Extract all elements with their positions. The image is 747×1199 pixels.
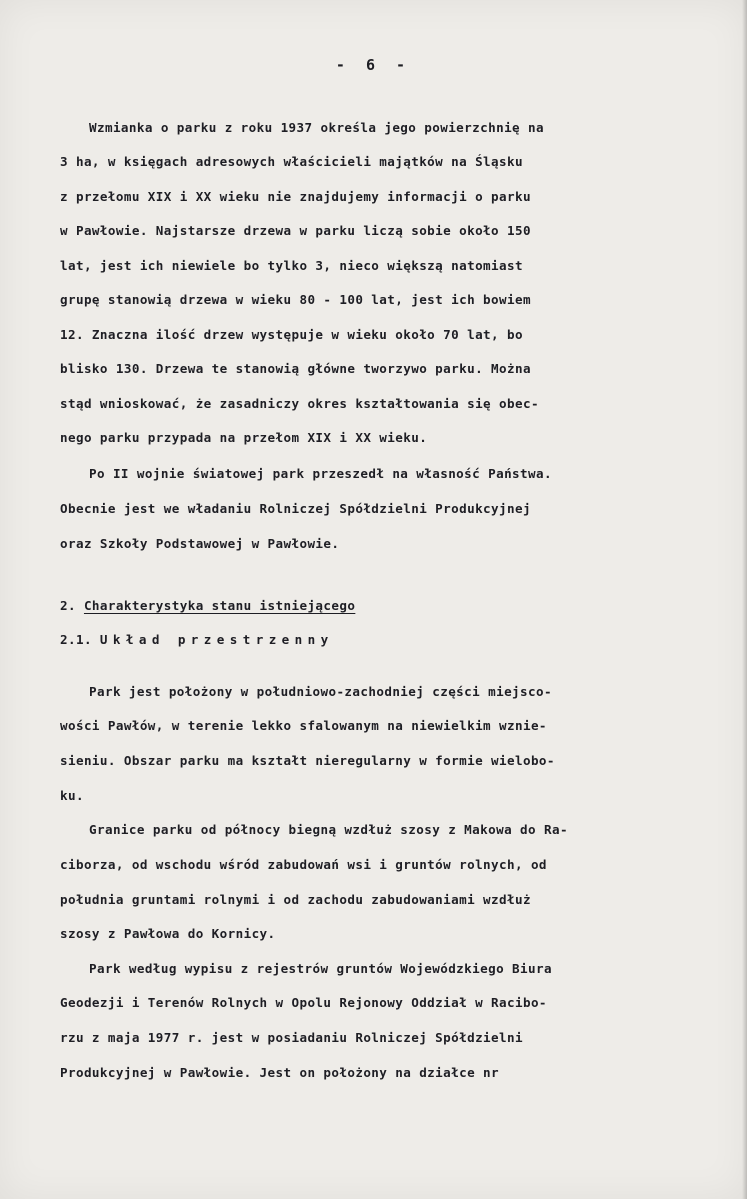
paragraph-3-line-4: ku. (60, 788, 84, 803)
paragraph-5-line-4: Produkcyjnej w Pawłowie. Jest on położony na działce nr (60, 1065, 500, 1080)
page-edge-shadow (742, 0, 747, 1199)
paragraph-1-line-2: 3 ha, w księgach adresowych właścicieli majątków na Śląsku (60, 154, 523, 169)
subsection-heading-title: Układ przestrzenny (99, 632, 334, 647)
paragraph-3-line-2: wości Pawłów, w terenie lekko sfalowanym na niewielkim wznie- (60, 718, 547, 733)
paragraph-1-line-1: Wzmianka o parku z roku 1937 określa jego powierzchnię na (89, 120, 544, 135)
page-number: - 6 - (335, 56, 412, 74)
section-heading-2 (60, 598, 700, 614)
paragraph-5-line-2: Geodezji i Terenów Rolnych w Opolu Rejonowy Oddział w Racibo- (60, 995, 547, 1010)
paragraph-4-line-4: szosy z Pawłowa do Kornicy. (60, 926, 276, 941)
paragraph-3-line-3: sieniu. Obszar parku ma kształt nieregularny w formie wielobo- (60, 753, 555, 768)
paragraph-1-line-9: stąd wnioskować, że zasadniczy okres kształtowania się obec- (60, 396, 539, 411)
paragraph-1-line-10: nego parku przypada na przełom XIX i XX wieku. (60, 430, 428, 445)
paragraph-5-line-3: rzu z maja 1977 r. jest w posiadaniu Rolniczej Spółdzielni (60, 1030, 523, 1045)
paragraph-1-line-5: lat, jest ich niewiele bo tylko 3, nieco większą natomiast (60, 258, 523, 273)
paragraph-1-line-4: w Pawłowie. Najstarsze drzewa w parku liczą sobie około 150 (60, 223, 531, 238)
paragraph-2-line-1: Po II wojnie światowej park przeszedł na własność Państwa. (89, 466, 552, 481)
subsection-heading-number: 2.1. (60, 632, 92, 647)
paragraph-1-line-7: 12. Znaczna ilość drzew występuje w wieku około 70 lat, bo (60, 327, 523, 342)
paragraph-4-line-1: Granice parku od północy biegną wzdłuż szosy z Makowa do Ra- (89, 822, 568, 837)
paragraph-2-line-2: Obecnie jest we władaniu Rolniczej Spółdzielni Produkcyjnej (60, 501, 531, 516)
section-heading-title: Charakterystyka stanu istniejącego (83, 598, 356, 613)
paragraph-2-line-3: oraz Szkoły Podstawowej w Pawłowie. (60, 536, 340, 551)
subsection-heading-2-1 (60, 632, 700, 648)
paragraph-1-line-6: grupę stanowią drzewa w wieku 80 - 100 lat, jest ich bowiem (60, 292, 531, 307)
paragraph-5-line-1: Park według wypisu z rejestrów gruntów Wojewódzkiego Biura (89, 961, 552, 976)
paragraph-4-line-3: południa gruntami rolnymi i od zachodu zabudowaniami wzdłuż (60, 892, 531, 907)
section-heading-number: 2. (60, 598, 76, 613)
paragraph-1-line-8: blisko 130. Drzewa te stanowią główne tworzywo parku. Można (60, 361, 531, 376)
paragraph-4-line-2: ciborza, od wschodu wśród zabudowań wsi i gruntów rolnych, od (60, 857, 547, 872)
paragraph-3-line-1: Park jest położony w południowo-zachodniej części miejsco- (89, 684, 552, 699)
paragraph-1-line-3: z przełomu XIX i XX wieku nie znajdujemy informacji o parku (60, 189, 531, 204)
